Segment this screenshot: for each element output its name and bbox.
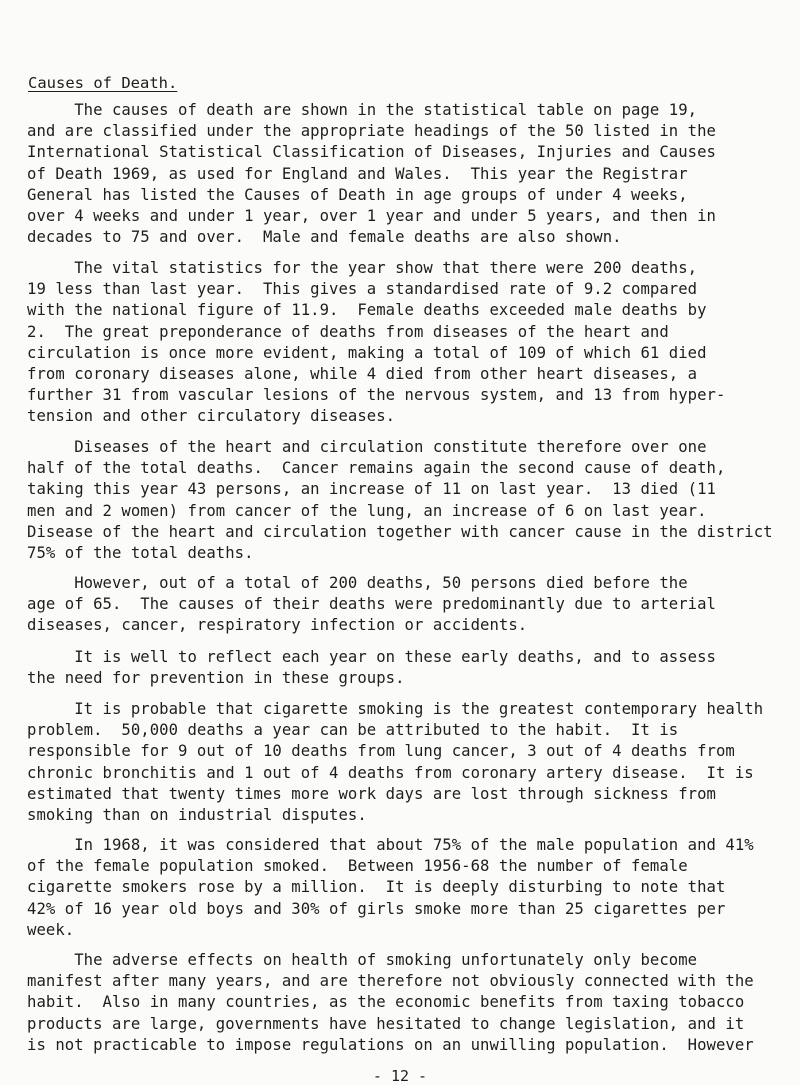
text-line: is not practicable to impose regulations on an unwilling population. However <box>27 1035 754 1054</box>
section-heading: Causes of Death. <box>28 74 178 92</box>
text-line: age of 65. The causes of their deaths were predominantly due to arterial <box>27 595 716 614</box>
text-line: In 1968, it was considered that about 75% of the male population and 41% <box>27 836 754 854</box>
text-line: of Death 1969, as used for England and Wales. This year the Registrar <box>27 164 688 183</box>
text-line: The causes of death are shown in the statistical table on page 19, <box>27 101 698 119</box>
text-line: 42% of 16 year old boys and 30% of girls smoke more than 25 cigarettes per <box>27 899 726 918</box>
text-line: diseases, cancer, respiratory infection or accidents. <box>27 616 528 635</box>
text-line: with the national figure of 11.9. Female deaths exceeded male deaths by <box>27 301 707 320</box>
text-line: 2. The great preponderance of deaths from diseases of the heart and <box>27 322 669 341</box>
text-line: half of the total deaths. Cancer remains again the second cause of death, <box>27 459 726 478</box>
text-line: cigarette smokers rose by a million. It is deeply disturbing to note that <box>27 878 726 897</box>
text-line: further 31 from vascular lesions of the nervous system, and 13 from hyper- <box>27 386 726 405</box>
paragraph-prevention <box>27 647 797 689</box>
paragraph-causes-classification <box>27 100 797 248</box>
text-line: problem. 50,000 deaths a year can be attributed to the habit. It is <box>27 721 679 740</box>
text-line: taking this year 43 persons, an increase of 11 on last year. 13 died (11 <box>27 480 716 499</box>
text-line: International Statistical Classification of Diseases, Injuries and Causes <box>27 143 716 162</box>
text-line: products are large, governments have hesitated to change legislation, and it <box>27 1014 745 1033</box>
text-line: The vital statistics for the year show that there were 200 deaths, <box>27 259 698 277</box>
text-line: estimated that twenty times more work days are lost through sickness from <box>27 784 716 803</box>
text-line: Disease of the heart and circulation together with cancer cause in the district <box>27 522 773 541</box>
text-line: circulation is once more evident, making a total of 109 of which 61 died <box>27 343 707 362</box>
paragraph-smoking-population <box>27 835 797 941</box>
text-line: smoking than on industrial disputes. <box>27 805 367 824</box>
text-line: General has listed the Causes of Death in age groups of under 4 weeks, <box>27 185 688 204</box>
text-line: week. <box>27 920 75 939</box>
text-line: Diseases of the heart and circulation constitute therefore over one <box>27 438 707 456</box>
text-line: responsible for 9 out of 10 deaths from lung cancer, 3 out of 4 deaths from <box>27 742 735 761</box>
paragraph-vital-statistics <box>27 258 797 428</box>
text-line: and are classified under the appropriate headings of the 50 listed in the <box>27 122 716 141</box>
text-line: tension and other circulatory diseases. <box>27 407 396 426</box>
text-line: the need for prevention in these groups. <box>27 669 405 688</box>
text-line: chronic bronchitis and 1 out of 4 deaths from coronary artery disease. It is <box>27 763 754 782</box>
text-line: It is well to reflect each year on these early deaths, and to assess <box>27 648 716 666</box>
text-line: 75% of the total deaths. <box>27 543 254 562</box>
text-line: over 4 weeks and under 1 year, over 1 year and under 5 years, and then in <box>27 206 716 225</box>
page-number: - 12 - <box>372 1067 428 1085</box>
text-line: from coronary diseases alone, while 4 died from other heart diseases, a <box>27 364 698 383</box>
text-line: manifest after many years, and are therefore not obviously connected with the <box>27 972 754 991</box>
paragraph-cigarette-smoking <box>27 699 797 826</box>
text-line: men and 2 women) from cancer of the lung, an increase of 6 on last year. <box>27 501 707 520</box>
text-line: of the female population smoked. Between 1956-68 the number of female <box>27 857 688 876</box>
text-line: However, out of a total of 200 deaths, 50 persons died before the <box>27 574 688 592</box>
paragraph-early-deaths <box>27 573 797 637</box>
text-line: habit. Also in many countries, as the economic benefits from taxing tobacco <box>27 993 745 1012</box>
text-line: 19 less than last year. This gives a standardised rate of 9.2 compared <box>27 280 698 299</box>
paragraph-heart-and-cancer <box>27 437 797 564</box>
paragraph-adverse-effects <box>27 950 797 1056</box>
text-line: The adverse effects on health of smoking unfortunately only become <box>27 951 698 969</box>
text-line: decades to 75 and over. Male and female deaths are also shown. <box>27 228 622 247</box>
text-line: It is probable that cigarette smoking is the greatest contemporary health <box>27 700 764 718</box>
